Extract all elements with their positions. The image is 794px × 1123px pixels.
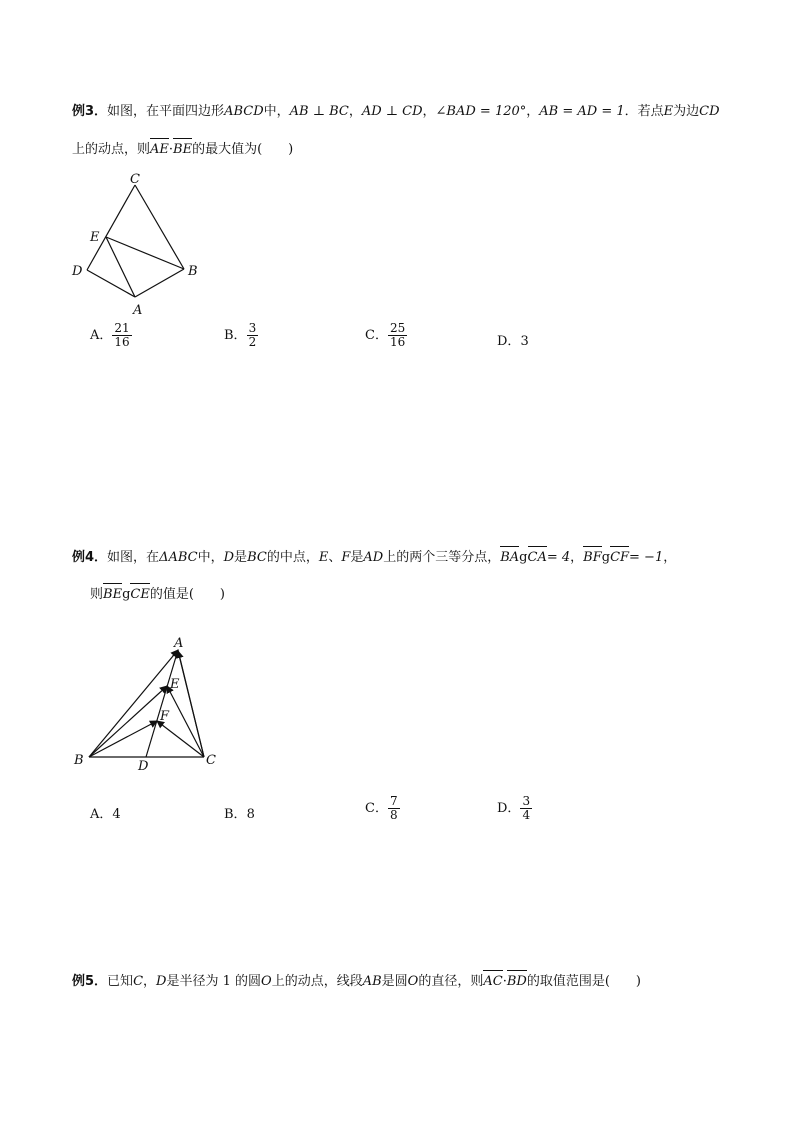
option-key: C． xyxy=(365,801,388,816)
ex4-triangle: ΔABC xyxy=(159,550,198,565)
dot-operator: · xyxy=(502,974,507,989)
ex3-figure xyxy=(60,165,220,325)
ex4-vector-ce xyxy=(167,686,204,757)
option-key: C． xyxy=(365,328,388,343)
ex4-sep: ， xyxy=(570,550,584,565)
ex4-point-e: E xyxy=(318,550,329,565)
ex3-text: 上的动点，则 xyxy=(72,142,151,157)
option-fraction xyxy=(247,322,259,349)
ex4-text: 是 xyxy=(234,550,248,565)
ex5-sep: ， xyxy=(143,974,157,989)
ex3-edge-ad xyxy=(87,270,135,297)
ex3-text: 如图，在平面四边形 xyxy=(107,104,225,119)
option-key: D． xyxy=(497,334,521,349)
denominator: 16 xyxy=(389,335,406,349)
ex3-text: 的最大值为( ) xyxy=(192,142,294,157)
ex4-option-d[interactable] xyxy=(497,795,532,822)
ex4-text: 的中点， xyxy=(266,550,319,565)
ex4-sep: 、 xyxy=(328,550,342,565)
denominator: 8 xyxy=(389,808,398,822)
vector-ba: BA xyxy=(500,548,519,568)
ex3-label-d: D xyxy=(72,264,83,279)
option-key: A． xyxy=(90,328,113,343)
ex4-text: 则 xyxy=(90,587,104,602)
ex3-option-a[interactable] xyxy=(90,322,132,349)
ex5-text: 上的动点，线段 xyxy=(271,974,363,989)
option-value: 8 xyxy=(246,807,255,822)
denominator: 16 xyxy=(114,335,130,349)
ex4-sep: ， xyxy=(663,550,677,565)
denominator: 4 xyxy=(522,808,531,822)
ex3-sep: ， xyxy=(526,104,540,119)
option-value: 4 xyxy=(112,807,121,822)
dot-operator: g xyxy=(519,550,528,565)
ex3-edge-dc xyxy=(87,185,135,270)
ex4-label-e: E xyxy=(170,677,180,692)
ex3-perp1: AB ⊥ BC xyxy=(289,104,349,119)
ex4-segment-bc: BC xyxy=(247,550,267,565)
ex3-point: E xyxy=(663,104,674,119)
ex5-point-d: D xyxy=(156,974,167,989)
vector-ca: CA xyxy=(528,548,547,568)
ex4-label-d: D xyxy=(138,759,149,774)
ex5-line-1 xyxy=(72,972,641,992)
dot-operator: g xyxy=(601,550,611,565)
ex4-eq2: = −1 xyxy=(629,550,664,565)
numerator: 25 xyxy=(389,321,406,335)
ex4-label-b: B xyxy=(74,753,84,768)
ex5-text: 是半径为 1 的圆 xyxy=(166,974,262,989)
option-key: A． xyxy=(90,807,113,822)
ex5-point-c: C xyxy=(133,974,144,989)
ex3-option-c[interactable] xyxy=(365,322,407,349)
ex3-eq: AB = AD = 1 xyxy=(539,104,625,119)
ex4-vector-ca xyxy=(178,651,204,757)
ex3-sep: ， xyxy=(348,104,362,119)
ex3-angle: ∠BAD = 120° xyxy=(435,104,527,119)
ex4-option-a[interactable] xyxy=(90,803,121,822)
ex4-text: 中， xyxy=(197,550,224,565)
ex5-text: 是圆 xyxy=(381,974,408,989)
ex3-perp2: AD ⊥ CD xyxy=(361,104,423,119)
dot-operator: g xyxy=(122,587,131,602)
option-key: B． xyxy=(224,328,247,343)
ex3-text: ．若点 xyxy=(624,104,664,119)
ex4-label: 例4． xyxy=(72,550,108,565)
vector-ac: AC xyxy=(483,972,502,992)
denominator: 2 xyxy=(248,335,257,349)
ex4-point-f: F xyxy=(341,550,351,565)
ex5-label: 例5． xyxy=(72,974,108,989)
ex3-edge-cb xyxy=(135,185,184,269)
ex4-text: 是 xyxy=(350,550,364,565)
ex4-label-c: C xyxy=(206,753,216,768)
ex3-edge-ba xyxy=(135,269,184,297)
ex4-label-f: F xyxy=(160,709,170,724)
ex3-option-d[interactable] xyxy=(497,330,529,349)
ex3-label: 例3． xyxy=(72,104,108,119)
ex4-text: 的值是( ) xyxy=(149,587,225,602)
option-key: D． xyxy=(497,801,521,816)
ex3-label-e: E xyxy=(90,230,100,245)
ex5-text: 的直径，则 xyxy=(418,974,484,989)
ex3-segment-ea xyxy=(106,237,135,297)
ex4-option-c[interactable] xyxy=(365,795,400,822)
option-key: B． xyxy=(224,807,247,822)
numerator: 3 xyxy=(522,794,531,808)
ex4-text: 上的两个三等分点， xyxy=(383,550,501,565)
ex4-label-a: A xyxy=(174,636,184,651)
dot-operator: · xyxy=(168,142,174,157)
ex5-circle-o: O xyxy=(407,974,419,989)
ex4-segment-da xyxy=(146,650,178,757)
numerator: 3 xyxy=(248,321,257,335)
ex4-eq1: = 4 xyxy=(546,550,571,565)
option-fraction xyxy=(388,322,407,349)
ex3-text: 中， xyxy=(263,104,290,119)
ex5-segment-ab: AB xyxy=(362,974,382,989)
option-fraction xyxy=(112,322,131,349)
ex3-side: CD xyxy=(699,104,720,119)
ex4-text: 如图，在 xyxy=(107,550,160,565)
ex4-point-d: D xyxy=(223,550,235,565)
ex3-text: 为边 xyxy=(673,104,700,119)
ex4-line-1 xyxy=(72,548,676,568)
vector-ce: CE xyxy=(130,585,149,605)
vector-be: BE xyxy=(103,585,122,605)
vector-bf: BF xyxy=(583,548,602,568)
vector-ae: AE xyxy=(150,140,169,160)
ex3-segment-eb xyxy=(106,237,184,269)
ex5-text: 已知 xyxy=(107,974,134,989)
ex4-option-b[interactable] xyxy=(224,803,255,822)
numerator: 21 xyxy=(114,321,130,335)
ex3-quad: ABCD xyxy=(224,104,264,119)
vector-cf: CF xyxy=(610,548,629,568)
option-value: 3 xyxy=(520,334,529,349)
ex5-circle-o: O xyxy=(261,974,272,989)
numerator: 7 xyxy=(389,794,398,808)
ex3-label-a: A xyxy=(133,303,143,318)
option-fraction xyxy=(520,795,532,822)
ex3-line-2 xyxy=(72,140,293,160)
ex3-label-c: C xyxy=(130,172,140,187)
ex3-sep: ， xyxy=(422,104,436,119)
ex4-segment-ad: AD xyxy=(363,550,384,565)
ex4-vector-ba xyxy=(89,650,178,757)
vector-be: BE xyxy=(173,140,192,160)
ex3-line-1 xyxy=(72,102,720,122)
vector-bd: BD xyxy=(507,972,527,992)
ex5-text: 的取值范围是( ) xyxy=(526,974,641,989)
ex4-figure xyxy=(70,630,230,775)
option-fraction xyxy=(388,795,400,822)
ex4-line-2 xyxy=(90,585,225,605)
ex3-option-b[interactable] xyxy=(224,322,258,349)
ex3-label-b: B xyxy=(188,264,198,279)
